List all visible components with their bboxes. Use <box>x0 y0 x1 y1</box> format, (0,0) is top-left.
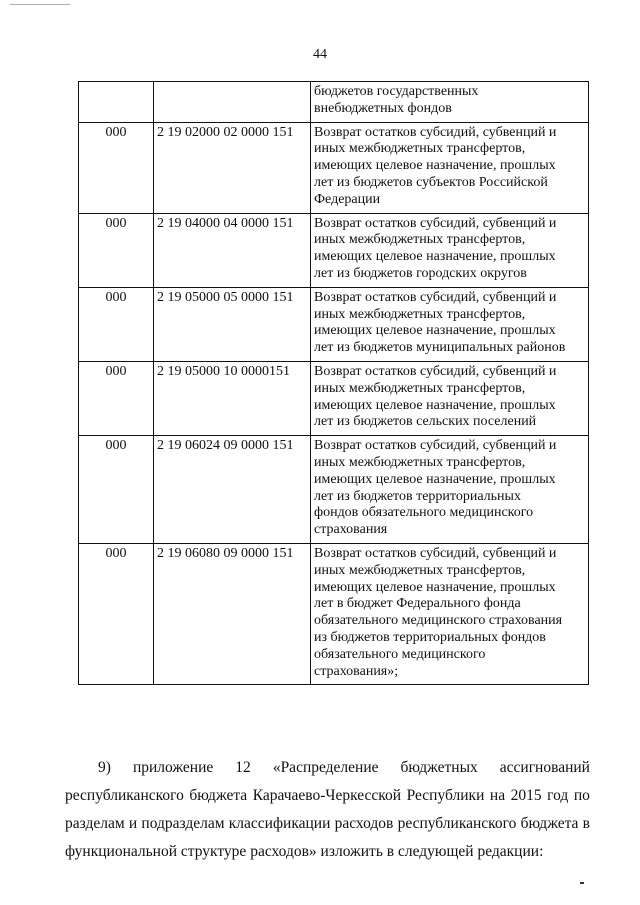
paragraph-word: 9) <box>98 759 111 776</box>
admin-code-cell: 000 <box>79 287 154 361</box>
table-row <box>79 436 589 544</box>
budget-codes-table <box>78 81 589 685</box>
admin-code-cell: 000 <box>79 122 154 213</box>
paragraph-line-2 <box>65 782 590 810</box>
income-description-cell <box>311 213 589 287</box>
income-description-cell <box>311 122 589 213</box>
paragraph-word: расходов <box>334 815 394 832</box>
paragraph-word: республиканского <box>65 787 184 804</box>
paragraph-word: приложение <box>132 759 214 776</box>
description-line: Возврат остатков субсидий, субвенций и <box>314 124 557 140</box>
paragraph-word: разделам <box>65 815 125 832</box>
paragraph-word: 2015 <box>510 787 542 804</box>
description-line: обязательного медицинского <box>314 646 486 662</box>
paragraph-word: ассигнований <box>499 759 590 776</box>
description-line: Федерации <box>314 191 381 207</box>
description-line: иных межбюджетных трансфертов, <box>314 562 526 578</box>
admin-code-cell: 000 <box>79 213 154 287</box>
description-line: лет из бюджетов муниципальных районов <box>314 340 566 356</box>
description-line: страхования»; <box>314 663 399 679</box>
paragraph-word: «Распределение <box>272 759 379 776</box>
budget-classification-code-cell: 2 19 04000 04 0000 151 <box>154 213 311 287</box>
paragraph-line-4: функциональной структуре расходов» изложить в следующей редакции: <box>65 843 544 860</box>
description-line: иных межбюджетных трансфертов, <box>314 232 526 248</box>
description-line: иных межбюджетных трансфертов, <box>314 454 526 470</box>
paragraph-word: по <box>573 787 590 804</box>
admin-code-cell: 000 <box>79 436 154 544</box>
table-row <box>79 213 589 287</box>
budget-classification-code-cell <box>154 82 311 123</box>
description-line: внебюджетных фондов <box>314 100 452 116</box>
description-line: бюджетов государственных <box>314 84 479 99</box>
budget-classification-code-cell: 2 19 05000 10 0000151 <box>154 361 311 435</box>
description-line: Возврат остатков субсидий, субвенций и <box>314 363 557 379</box>
paragraph-word: Республики <box>406 787 485 804</box>
paragraph-word: на <box>489 787 506 804</box>
admin-code-cell <box>79 82 154 123</box>
description-line: лет из бюджетов сельских поселений <box>314 414 537 430</box>
description-line: страхования <box>314 522 388 538</box>
income-description-cell <box>311 82 589 123</box>
description-line: Возврат остатков субсидий, субвенций и <box>314 289 557 305</box>
table-row <box>79 287 589 361</box>
description-line: обязательного медицинского страхования <box>314 613 563 629</box>
description-line: Возврат остатков субсидий, субвенций и <box>314 215 557 231</box>
paragraph-word: подразделам <box>141 815 225 832</box>
description-line: из бюджетов территориальных фондов <box>314 629 546 645</box>
income-description-cell <box>311 287 589 361</box>
paragraph-word: Карачаево-Черкесской <box>252 787 402 804</box>
paragraph-appendix-12 <box>65 754 590 866</box>
description-line: имеющих целевое назначение, прошлых <box>314 323 556 339</box>
admin-code-cell: 000 <box>79 543 154 684</box>
table-row <box>79 82 589 123</box>
paragraph-word: год <box>547 787 569 804</box>
description-line: имеющих целевое назначение, прошлых <box>314 471 556 487</box>
paragraph-first-line <box>65 754 590 782</box>
budget-classification-code-cell: 2 19 05000 05 0000 151 <box>154 287 311 361</box>
income-description-cell <box>311 361 589 435</box>
paragraph-word: 12 <box>235 759 251 776</box>
table-row <box>79 543 589 684</box>
paragraph-word: бюджетных <box>400 759 478 776</box>
description-line: имеющих целевое назначение, прошлых <box>314 397 556 413</box>
description-line: иных межбюджетных трансфертов, <box>314 380 526 396</box>
paragraph-line-3 <box>65 810 590 838</box>
paragraph-word: и <box>128 815 138 832</box>
description-line: фондов обязательного медицинского <box>314 505 534 521</box>
paragraph-word: классификации <box>228 815 331 832</box>
description-line: Возврат остатков субсидий, субвенций и <box>314 545 557 561</box>
table-row <box>79 122 589 213</box>
paragraph-word: бюджета <box>189 787 248 804</box>
description-line: лет в бюджет Федерального фонда <box>314 596 521 612</box>
paragraph-word: республиканского <box>397 815 517 832</box>
admin-code-cell: 000 <box>79 361 154 435</box>
paragraph-word: бюджета <box>520 815 579 832</box>
table-row <box>79 361 589 435</box>
paragraph-word: в <box>582 815 590 832</box>
income-description-cell <box>311 543 589 684</box>
description-line: имеющих целевое назначение, прошлых <box>314 249 556 265</box>
budget-classification-code-cell: 2 19 06024 09 0000 151 <box>154 436 311 544</box>
description-line: имеющих целевое назначение, прошлых <box>314 579 556 595</box>
description-line: иных межбюджетных трансфертов, <box>314 306 526 322</box>
income-description-cell <box>311 436 589 544</box>
scan-artifact-line <box>10 4 70 5</box>
description-line: имеющих целевое назначение, прошлых <box>314 158 556 174</box>
description-line: лет из бюджетов городских округов <box>314 265 527 281</box>
description-line: Возврат остатков субсидий, субвенций и <box>314 438 557 454</box>
budget-classification-code-cell: 2 19 06080 09 0000 151 <box>154 543 311 684</box>
budget-classification-code-cell: 2 19 02000 02 0000 151 <box>154 122 311 213</box>
description-line: лет из бюджетов территориальных <box>314 488 521 504</box>
description-line: иных межбюджетных трансфертов, <box>314 141 526 157</box>
scan-artifact-dash <box>580 882 584 884</box>
page-number: 44 <box>313 47 327 62</box>
description-line: лет из бюджетов субъектов Российской <box>314 174 548 190</box>
